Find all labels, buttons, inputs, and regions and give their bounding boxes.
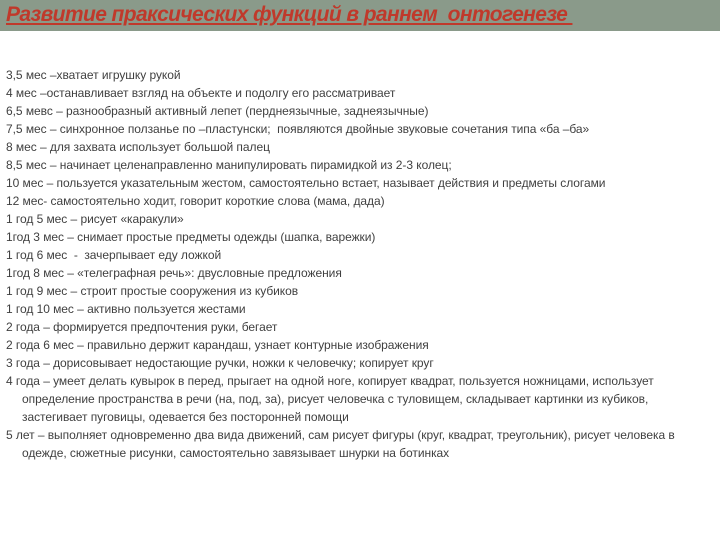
milestone-list (6, 66, 712, 462)
list-item: 1год 3 мес – снимает простые предметы одежды (шапка, варежки) (6, 230, 376, 244)
list-item: 8 мес – для захвата использует большой палец (6, 140, 270, 154)
list-item: 1 год 6 мес - зачерпывает еду ложкой (6, 248, 222, 262)
list-item: 1 год 9 мес – строит простые сооружения из кубиков (6, 284, 299, 298)
list-item: 6,5 мевс – разнообразный активный лепет (перднеязычные, заднеязычные) (6, 104, 429, 118)
list-item: 5 лет – выполняет одновременно два вида движений, сам рисует фигуры (круг, квадрат, треугольник), рисует человека в одежде, сюжетные рисунки, самостоятельно завязывает шнурки на ботинках (6, 428, 678, 460)
list-item: 1 год 10 мес – активно пользуется жестами (6, 302, 246, 316)
list-item: 3,5 мес –хватает игрушку рукой (6, 68, 181, 82)
list-item: 3 года – дорисовывает недостающие ручки, ножки к человечку; копирует круг (6, 356, 434, 370)
slide-title: Развитие праксических функций в раннем онтогенезе (6, 3, 573, 26)
list-item: 4 мес –останавливает взгляд на объекте и подолгу его рассматривает (6, 86, 396, 100)
list-item: 7,5 мес – синхронное ползанье по –пластунски; появляются двойные звуковые сочетания типа «ба –ба» (6, 122, 590, 136)
list-item: 4 года – умеет делать кувырок в перед, прыгает на одной ноге, копирует квадрат, пользуется ножницами, использует определение пространства в речи (на, под, за), рисует человечка с туловищем, складывает картинки из кубиков, застегивает пуговицы, одевается без посторонней помощи (6, 374, 657, 424)
list-item: 1год 8 мес – «телеграфная речь»: двусловные предложения (6, 266, 342, 280)
list-item: 8,5 мес – начинает целенаправленно манипулировать пирамидкой из 2-3 колец; (6, 158, 452, 172)
list-item: 2 года – формируется предпочтения руки, бегает (6, 320, 278, 334)
list-item: 1 год 5 мес – рисует «каракули» (6, 212, 184, 226)
list-item: 2 года 6 мес – правильно держит карандаш, узнает контурные изображения (6, 338, 429, 352)
list-item: 12 мес- самостоятельно ходит, говорит короткие слова (мама, дада) (6, 194, 385, 208)
list-item: 10 мес – пользуется указательным жестом, самостоятельно встает, называет действия и предметы слогами (6, 176, 606, 190)
